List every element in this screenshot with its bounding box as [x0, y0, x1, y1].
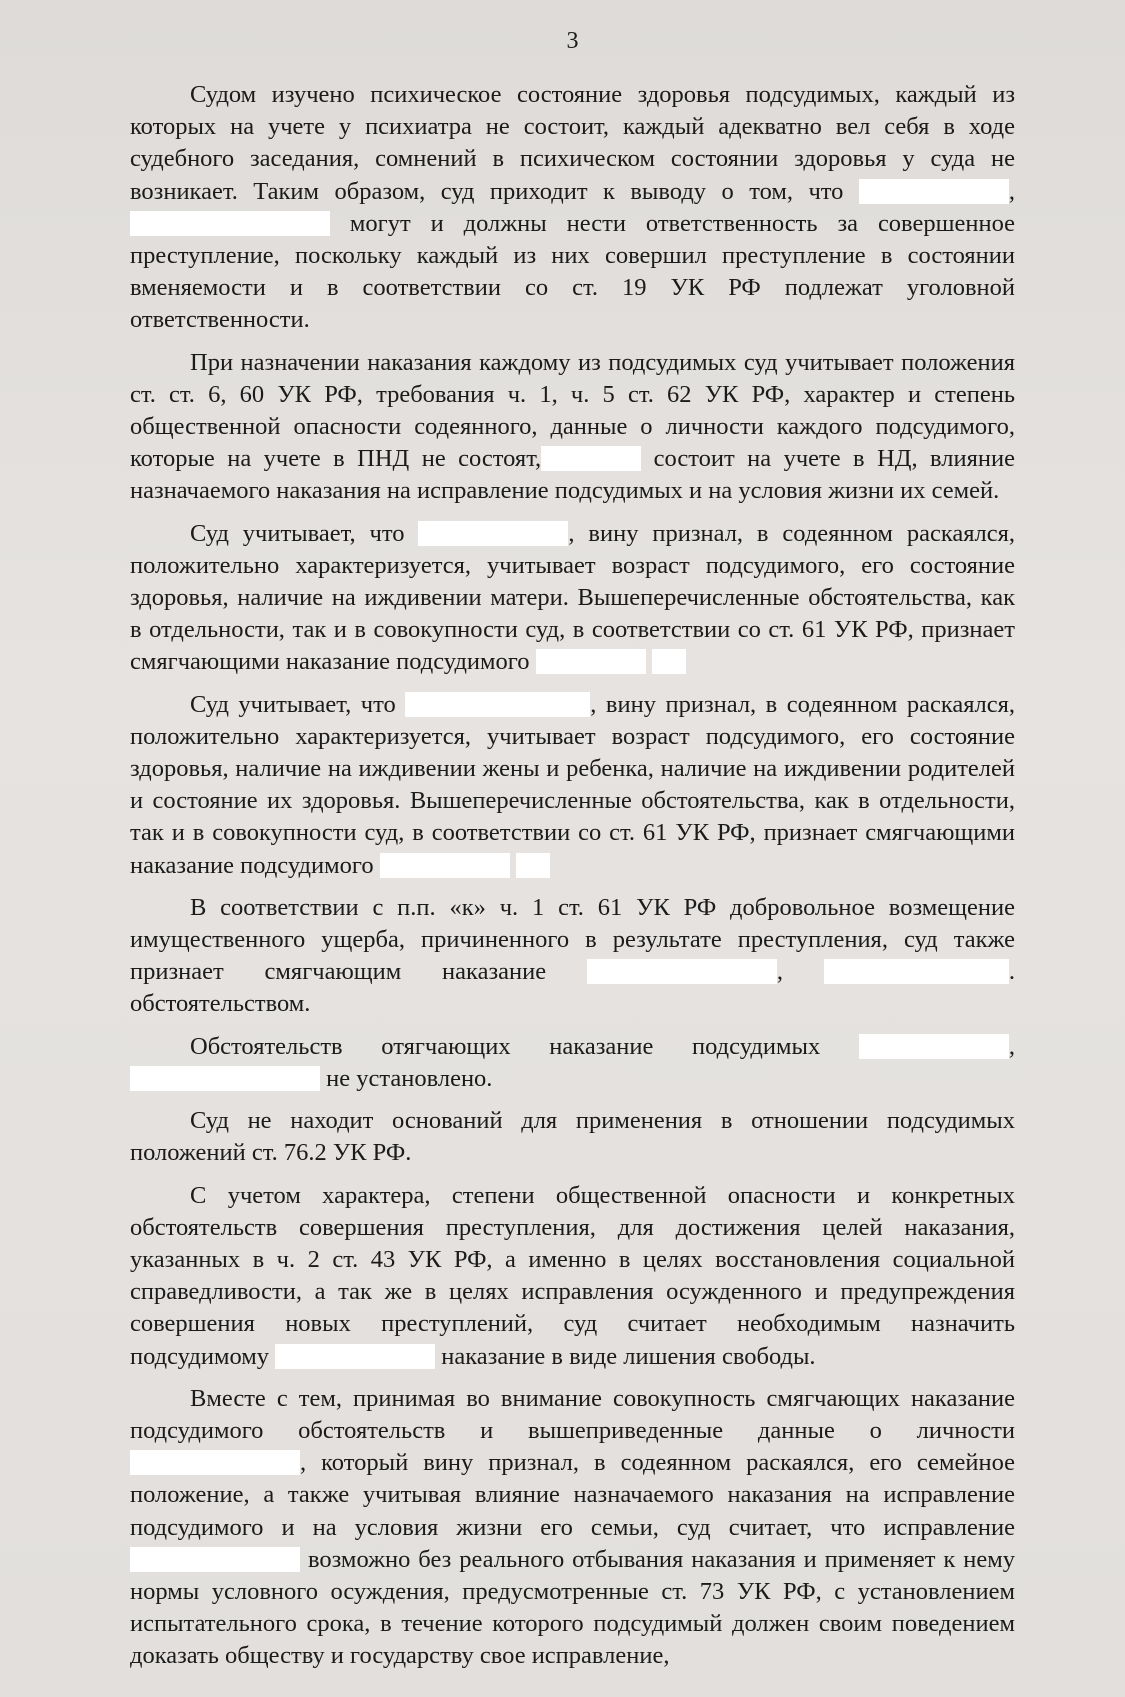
text-segment: , вину признал, в содеянном раскаялся, положительно характеризуется, учитывает возраст подсудимого, его состояние здоровья, наличие на иждивении матери. Вышеперечисленные обстоятельства, как в отдельности, так и в совокупности суд, в соответствии со ст. 61 УК РФ, признает смягчающими наказание подсудимого [130, 519, 1015, 676]
text-segment: наказание в виде лишения свободы. [441, 1342, 816, 1370]
redacted-name [130, 1066, 320, 1091]
text-segment: . [1008, 958, 1015, 986]
redacted-name [587, 959, 777, 984]
text-segment: , вину признал, в содеянном раскаялся, положительно характеризуется, учитывает возраст подсудимого, его состояние здоровья, наличие на иждивении жены и ребенка, наличие на иждивении родителей и состояние их здоровья. Вышеперечисленные обстоятельства, как в отдельности, так и в совокупности суд, в соответствии со ст. 61 УК РФ, признает смягчающими наказание подсудимого [130, 690, 1015, 879]
redacted-name [652, 649, 686, 674]
text-segment: , [1008, 1032, 1016, 1060]
text-segment: обстоятельством. [130, 990, 311, 1018]
text-segment: В соответствии с п.п. «к» ч. 1 ст. 61 УК РФ добровольное возмещение имущественного ущерба, причиненного в результате преступления, суд также признает смягчающим наказание [130, 893, 1015, 986]
text-segment: Суд не находит оснований для применения в отношении подсудимых положений ст. 76.2 УК РФ. [130, 1107, 1015, 1167]
redacted-name [859, 1034, 1009, 1059]
redacted-name [859, 179, 1009, 204]
paragraph-mental-state [130, 79, 1015, 337]
text-segment: Обстоятельств отягчающих наказание подсудимых [190, 1032, 821, 1060]
redacted-name [418, 521, 568, 546]
paragraph-imprisonment [130, 1180, 1015, 1373]
paragraph-sentencing-factors [130, 347, 1015, 508]
redacted-name [541, 446, 641, 471]
text-segment: возможно без реального отбывания наказания и применяет к нему нормы условного осуждения, предусмотренные ст. 73 УК РФ, с установлением испытательного срока, в течение которого подсудимый должен своим поведением доказать обществу и государству свое исправление, [130, 1545, 1016, 1670]
text-segment: При назначении наказания каждому из подсудимых суд учитывает положения ст. ст. 6, 60 УК РФ, требования ч. 1, ч. 5 ст. 62 УК РФ, характер и степень общественной опасности содеянного, данные о личности каждого подсудимого, которые на учете в ПНД не состоят, [130, 348, 1015, 473]
redacted-name [130, 1547, 300, 1572]
redacted-name [824, 959, 1009, 984]
redacted-name [380, 853, 510, 878]
paragraph-article-76 [130, 1105, 1015, 1169]
paragraph-mitigating-second [130, 689, 1015, 882]
text-segment: состоит на учете в НД, влияние назначаемого наказания на исправление подсудимых и на условия жизни их семей. [130, 445, 1015, 505]
redacted-name [130, 211, 330, 236]
page-number: 3 [566, 28, 579, 54]
text-segment: могут и должны нести ответственность за совершенное преступление, поскольку каждый из них совершил преступление в состоянии вменяемости и в соответствии со ст. 19 УК РФ подлежат уголовной ответственности. [130, 209, 1015, 334]
text-segment: не установлено. [326, 1064, 493, 1092]
text-segment: , который вину признал, в содеянном раскаялся, его семейное положение, а также учитывая влияние назначаемого наказания на исправление подсудимого и на условия жизни его семьи, суд считает, что исправление [130, 1449, 1015, 1541]
redacted-name [130, 1450, 300, 1475]
text-segment: , [1008, 177, 1016, 205]
paragraph-aggravating [130, 1031, 1015, 1095]
redacted-name [275, 1344, 435, 1369]
text-segment: Вместе с тем, принимая во внимание совокупность смягчающих наказание подсудимого обстоятельств и вышеприведенные данные о личности [130, 1384, 1015, 1444]
paragraph-mitigating-first [130, 518, 1015, 679]
redacted-name [516, 853, 550, 878]
text-segment: Суд учитывает, что [190, 690, 396, 718]
text-segment: , [776, 958, 784, 986]
text-segment: Судом изучено психическое состояние здоровья подсудимых, каждый из которых на учете у психиатра не состоит, каждый адекватно вел себя в ходе судебного заседания, сомнений в психическом состоянии здоровья у суда не возникает. Таким образом, суд приходит к выводу о том, что [130, 81, 1015, 205]
text-segment: Суд учитывает, что [190, 519, 405, 547]
redacted-name [405, 692, 590, 717]
redacted-name [536, 649, 646, 674]
paragraph-probation [130, 1383, 1015, 1673]
paragraph-damage-compensation [130, 892, 1015, 1021]
text-segment: С учетом характера, степени общественной опасности и конкретных обстоятельств совершения преступления, для достижения целей наказания, указанных в ч. 2 ст. 43 УК РФ, а именно в целях восстановления социальной справедливости, а так же в целях исправления осужденного и предупреждения совершения новых преступлений, суд считает необходимым назначить подсудимому [130, 1181, 1015, 1370]
